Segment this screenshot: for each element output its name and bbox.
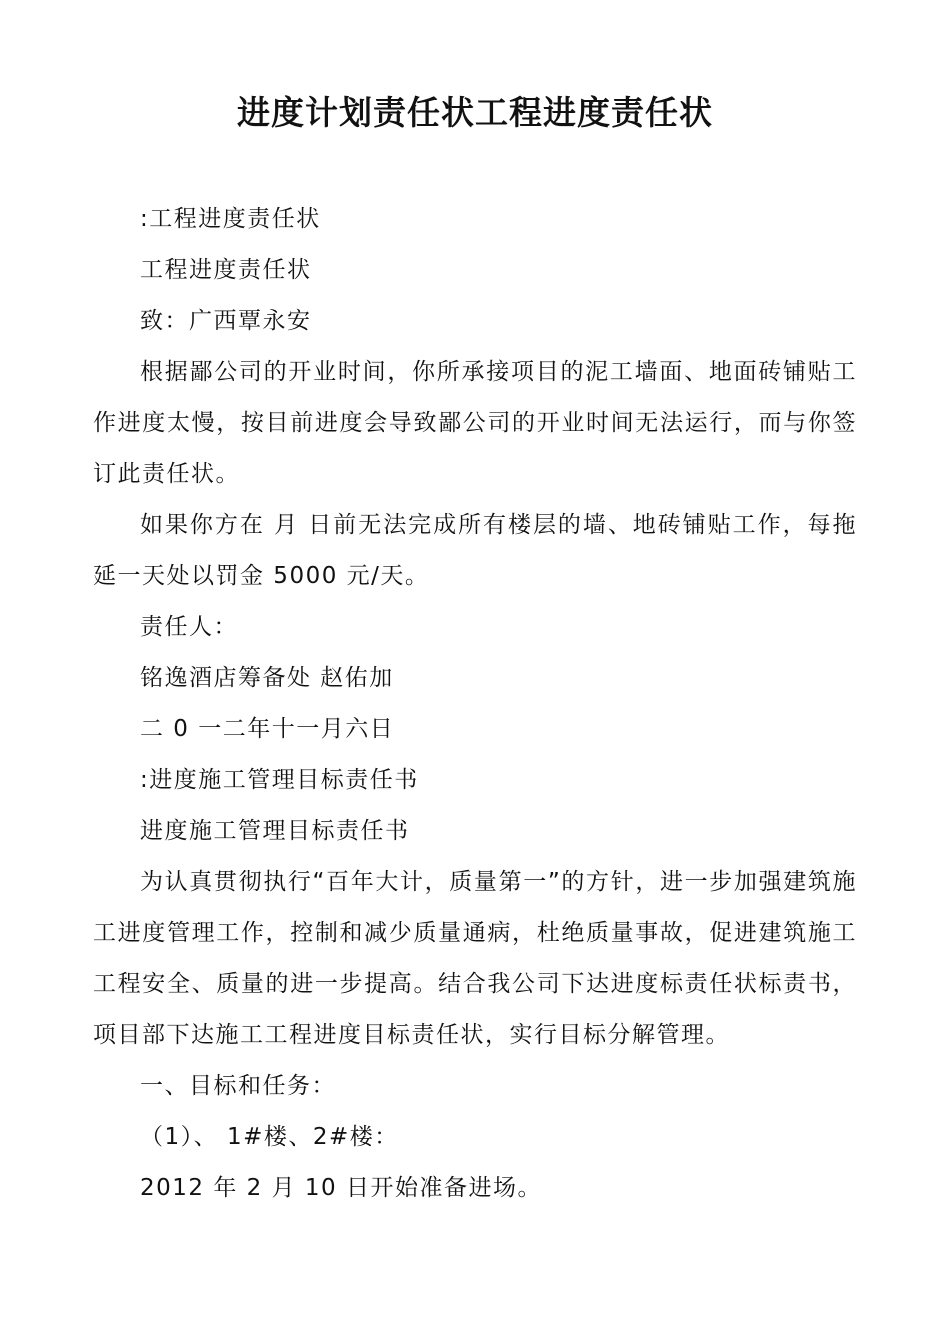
paragraph-date: 二 0 一二年十一月六日	[140, 716, 395, 742]
paragraph-subtitle-1: 工程进度责任状	[140, 257, 312, 283]
document-title: 进度计划责任状工程进度责任状	[237, 93, 713, 132]
paragraph-reason: 根据鄙公司的开业时间，你所承接项目的泥工墙面、地面砖铺贴工作进度太慢，按目前进度会导致鄙公司的开业时间无法运行，而与你签订此责任状。	[93, 359, 857, 487]
document-body	[93, 194, 857, 1214]
paragraph-heading-1: :工程进度责任状	[140, 206, 321, 232]
paragraph-penalty: 如果你方在 月 日前无法完成所有楼层的墙、地砖铺贴工作，每拖延一天处以罚金 5000 元/天。	[93, 512, 857, 589]
paragraph-responsible-label: 责任人：	[140, 614, 238, 640]
paragraph-start-date: 2012 年 2 月 10 日开始准备进场。	[140, 1175, 542, 1201]
paragraph-buildings: （1）、 1#楼、2#楼：	[140, 1124, 399, 1150]
paragraph-section-goals: 一、目标和任务：	[140, 1073, 336, 1099]
paragraph-subtitle-2: 进度施工管理目标责任书	[140, 818, 410, 844]
paragraph-signatory: 铭逸酒店筹备处 赵佑加	[140, 665, 394, 691]
paragraph-recipient: 致：广西覃永安	[140, 308, 312, 334]
paragraph-heading-2: :进度施工管理目标责任书	[140, 767, 419, 793]
paragraph-policy: 为认真贯彻执行“百年大计，质量第一”的方针，进一步加强建筑施工进度管理工作，控制和减少质量通病，杜绝质量事故，促进建筑施工工程安全、质量的进一步提高。结合我公司下达进度标责任状标责书，项目部下达施工工程进度目标责任状，实行目标分解管理。	[93, 869, 857, 1048]
